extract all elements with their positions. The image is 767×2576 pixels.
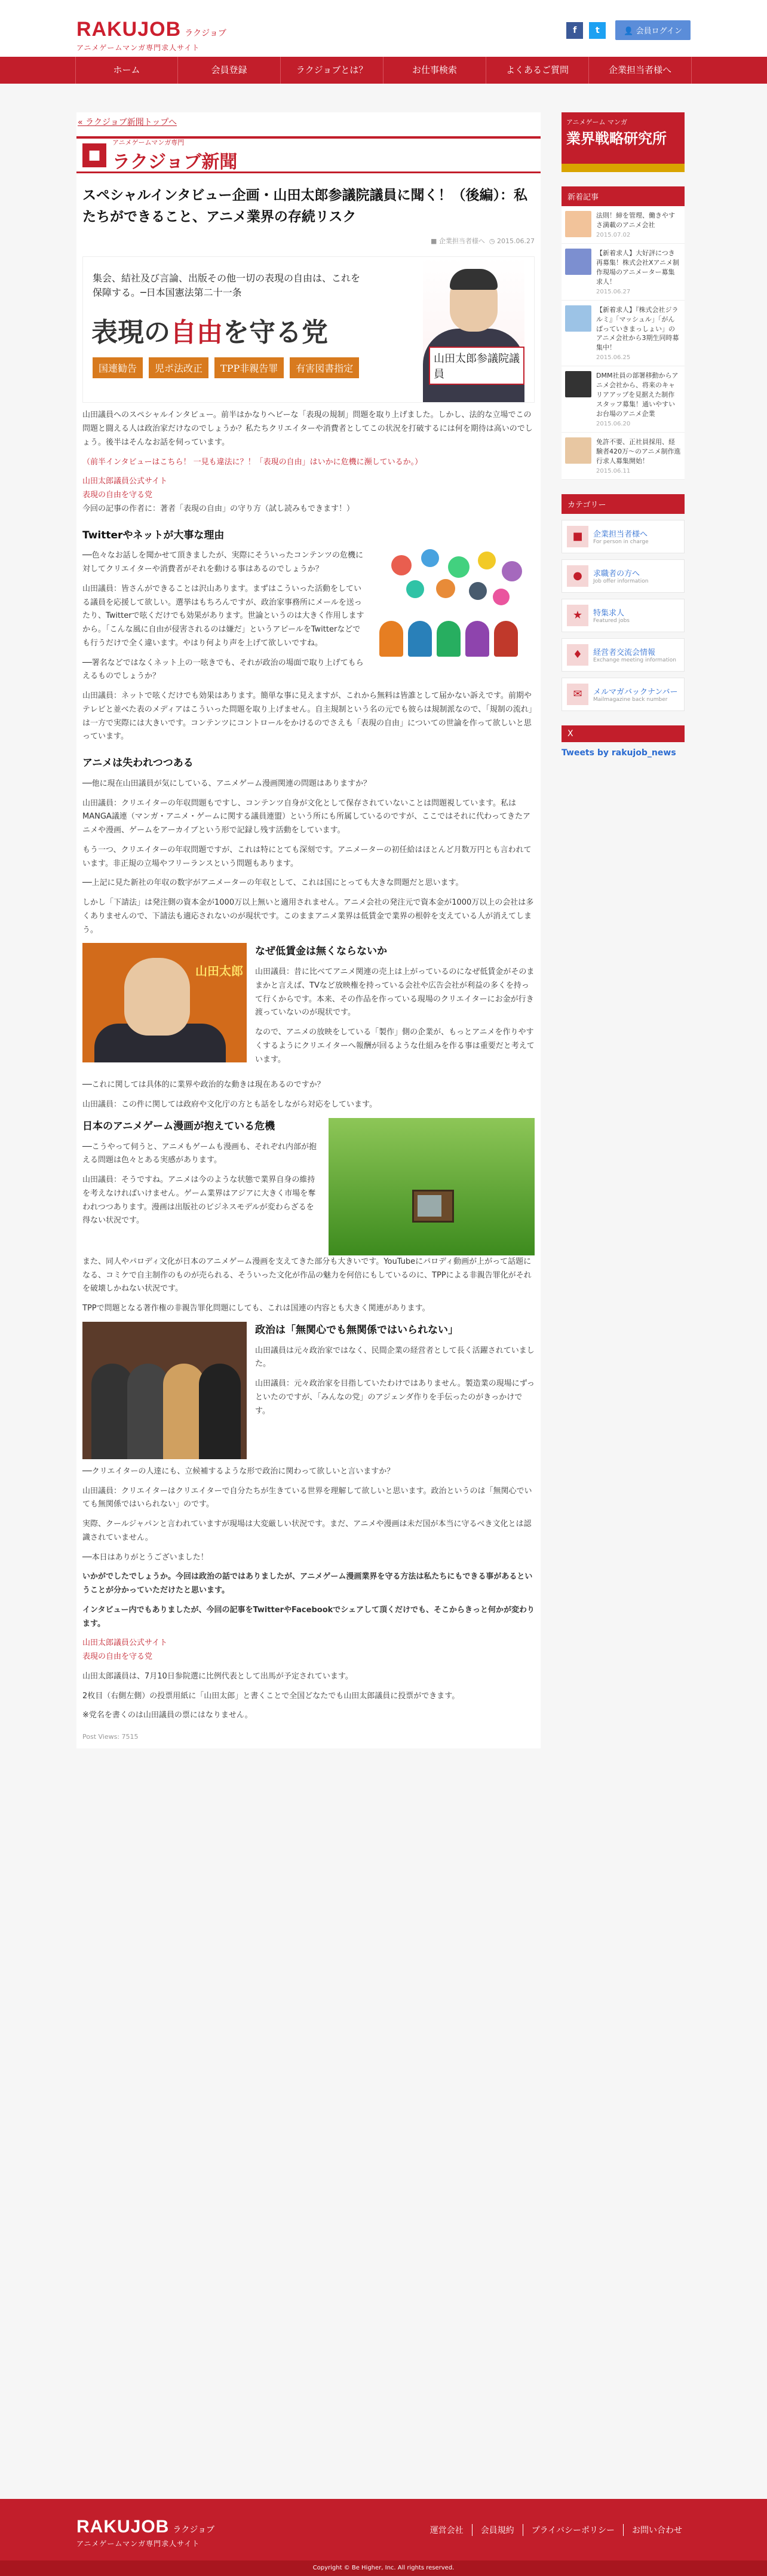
category-mailmag[interactable]: ✉ メルマガバックナンバー Mailmagazine back number	[562, 678, 685, 711]
official-site-link[interactable]: 山田太郎議員公式サイト	[82, 1638, 168, 1648]
footer-logo[interactable]: RAKUJOB ラクジョブ アニメゲームマンガ専門求人サイト	[76, 2517, 215, 2548]
x-widget-heading: X	[562, 725, 685, 742]
nav-companies[interactable]: 企業担当者様へ	[589, 57, 692, 84]
handshake-icon: ♦	[567, 644, 588, 666]
article-meta: ■ 企業担当者様へ ◷ 2015.06.27	[431, 237, 535, 246]
party-link[interactable]: 表現の自由を守る党	[82, 491, 153, 500]
main-nav	[0, 57, 767, 84]
news-item[interactable]: 【新着求人】大好評につき再募集！株式会社Xアニメ制作現場のアニメーター募集求人！ 2015.06.27	[562, 244, 685, 301]
section-heading: なぜ低賃金は無くならないか	[255, 945, 387, 958]
news-item[interactable]: DMM社員の部署移動からアニメ会社から、将来のキャリアアップを見据えた制作スタッフ募集！通いやすいお台場のアニメ企業 2015.06.20	[562, 366, 685, 433]
newspaper-header: ■ アニメゲームマンガ専門 ラクジョブ新聞	[76, 136, 541, 173]
group-photo	[82, 1322, 247, 1459]
section-heading: アニメは失われつつある	[82, 757, 194, 770]
site-header	[0, 0, 767, 57]
nav-faq[interactable]: よくあるご質問	[486, 57, 589, 84]
category-heading: カテゴリー	[562, 494, 685, 514]
author-link[interactable]: 企業担当者様へ	[438, 237, 485, 246]
star-icon: ★	[567, 605, 588, 626]
breadcrumb[interactable]: « ラクジョブ新聞トップへ	[78, 118, 177, 127]
hero-image: 集会、結社及び言論、出版その他一切の表現の自由は、これを保障する。─日本国憲法第二十一条 表現の自由を守る党 国連勧告 児ポ法改正 TPP非親告罪 有害図書指定 山田太郎参議院議員	[82, 256, 535, 403]
news-item[interactable]: 【新着求人】『株式会社ジラルミ』「マッシュル」「がんばっていきまっしょい」のアニメ会社から3期生同時募集中！ 2015.06.25	[562, 301, 685, 367]
building-icon: ■	[567, 526, 588, 547]
twitter-icon[interactable]: t	[589, 22, 606, 39]
category-jobseekers[interactable]: ● 求職者の方へ Job offer information	[562, 559, 685, 593]
tv-on-grass-photo	[329, 1118, 535, 1255]
nav-register[interactable]: 会員登録	[178, 57, 281, 84]
footer-contact-link[interactable]: お問い合わせ	[632, 2526, 682, 2535]
news-item[interactable]: 法則！締を管理、働きやすさ満載のアニメ会社 2015.07.02	[562, 206, 685, 244]
strategy-lab-banner[interactable]: アニメゲーム マンガ 業界戦略研究所	[562, 112, 685, 172]
party-link[interactable]: 表現の自由を守る党	[82, 1652, 153, 1662]
copyright: Copyright © Be Higher, Inc. All rights reserved.	[0, 2560, 767, 2576]
category-companies[interactable]: ■ 企業担当者様へ For person in charge	[562, 520, 685, 553]
facebook-icon[interactable]: f	[566, 22, 583, 39]
post-views: Post Views: 7515	[82, 1733, 139, 1741]
footer-terms-link[interactable]: 会員規約	[473, 2524, 523, 2536]
person-icon: ●	[567, 565, 588, 587]
article-body: 山田議員へのスペシャルインタビュー。前半はかなりヘビーな「表現の規制」問題を取り上げました。しかし、法的な立場でこの問題と闘える人は政治家だけなのでしょうか？私たちクリエイターや消費者としてこの状況を打破するには何を期待は高いのでしょう。後半はそんなお話を伺っています。 （前半インタビューはこちら！ 一見も違法に？！「表現の自由」はいかに危機に瀕しているか。） 山田太郎議員公式サイト 表現の自由を守る党 今回の記事の作者に：著者「表現の自由」の守り方（試し読みもできます！） Twitterやネットが大事な理由 ──色々なお話しを聞かせて頂きましたが、実際にそういったコンテンツの危機に対してクリエイターや消費者がそれを動ける事はあるのでしょうか？ 山田議員：皆さんができることは沢山あります。まずはこういった活動をしている議員を応援して欲しい。選挙はもちろんですが、政治家事務所にメールを送ったり、Twitterで呟くだけでも効果があります。世論というのは大きく作用しますから。「こんな風に自由が侵害されるのは嫌だ」というアピールをTwitterなどでも行うだけで全く違います。やはり何より声を上げて欲しいですね。 ──署名などではなくネット上の一呟きでも、それが政治の場面で取り上げてもらえるものでしょうか？ 山田議員：ネットで呟くだけでも効果はあります。簡単な事に見えますが、これから無料は皆誰として届かない訴えです。前期やテレビと並べた表のメディアはこういった問題を取り上げません。自主規制という名の元でも彼らは規制派なので、「規制の流れ」は一方で実際には大きいです。コンテンツにコントロールをかけるのでさえも「表現の自由」についての世論を作って欲しいと思っています。 アニメは失われつつある ──他に現在山田議員が気にしている、アニメゲーム漫画関連の問題はありますか？ 山田議員：クリエイターの年収問題もですし、コンテンツ自身が文化として保存されていないことは問題視しています。私はMANGA議連（マンガ・アニメ・ゲームに関する議員連盟）という所にも所属しているのですが、ここではそれに代わってきたアニメや漫画、ゲームをアーカイブという形で記録し残す活動をしています。 もう一つ、クリエイターの年収問題ですが、これは特にとても深刻です。アニメーターの初任給はほとんど月数万円とも言われています。非正規の立場やフリーランスという問題もあります。 ──上記に見た新社の年収の数字がアニメーターの年収として、これは国にとっても大きな問題だと思います。 しかし「下請法」は発注側の資本金が1000万以上無いと適用されません。アニメ会社の発注元で資本金が1000万以上の会社は多くありませんので、下請法も適応されないのが現状です。このままアニメ業界は低賃金で業界の根幹を支えている人が消えてしまう。 山田太郎 なぜ低賃金は無くならないか 山田議員：昔に比べてアニメ関連の売上は上がっているのになぜ低賃金がそのままかと言えば、TVなど放映権を持っている会社や広告会社が利益の多くを持って行くからです。本来、その作品を作っている現場のクリエイターにお金が行き渡っていないのが現状です。 なので、アニメの放映をしている「製作」側の企業が、もっとアニメを作りやすくするようにクリエイターへ報酬が回るような仕組みを作る事は重要だと考えています。 ──これに関しては具体的に業界や政治的な動きは現在あるのですか？ 山田議員：この件に関しては政府や文化庁の方とも話をしながら対応をしています。 日本のアニメゲーム漫画が抱えている危機 ──こうやって伺うと、アニメもゲームも漫画も、それぞれ内部が抱える問題は色々とある実感があります。 山田議員：そうですね。アニメは今のような状態で業界自身の維持を考えなければいけません。ゲーム業界はアジアに大きく市場を奪われつつあります。漫画は出版社のビジネスモデルが変わらざるを得ない状況です。 また、同人やパロディ文化が日本のアニメゲーム漫画を支えてきた部分も大きいです。YouTubeにパロディ動画が上がって話題になる、コミケで自主制作のものが売られる、そういった文化が作品の魅力を何倍にもしているのに、TPPによる非親告罪化がそれを破壊しかねない状況です。 TPPで問題となる著作権の非親告罪化問題にしても、これは国連の内容とも大きく関連があります。 政治は「無関心でも無関係ではいられない」 山田議員は元々政治家ではなく、民間企業の経営者として長く活躍されていました。 山田議員：元々政治家を目指していたわけではありません。製造業の現場にずっといたのですが、「みんなの党」のアジェンダ作りを手伝ったのがきっかけです。 ──クリエイターの人達にも、立候補するような形で政治に関わって欲しいと言いますか？ 山田議員：クリエイターはクリエイターで自分たちが生きている世界を理解して欲しいと思います。政治というのは「無関心でいても無関係ではいられない」のです。 実際、クールジャパンと言われていますが現場は大変厳しい状況です。まだ、アニメや漫画は未だ国が本当に守るべき文化とは認識されていません。 ──本日はありがとうございました！ いかがでしたでしょうか。今回は政治の話ではありましたが、アニメゲーム漫画業界を守る方法は私たちにもできる事があるということが分かっていただけたと思います。 インタビュー内でもありましたが、今回の記事をTwitterやFacebookでシェアして頂くだけでも、そこからきっと何かが変わります。 山田太郎議員公式サイト 表現の自由を守る党 山田太郎議員は、7月10日参院選に比例代表として出馬が予定されています。 2枚目（右側左側）の投票用紙に「山田太郎」と書くことで全国どなたでも山田太郎議員に投票ができます。 ※党名を書くのは山田議員の票にはなりません。 Post Views: 7515	[76, 403, 541, 1748]
sidebar	[562, 112, 685, 758]
footer-company-link[interactable]: 運営会社	[422, 2524, 473, 2536]
article-main	[76, 112, 541, 1748]
login-button[interactable]: 👤 会員ログイン	[615, 20, 691, 40]
nav-home[interactable]: ホーム	[75, 57, 178, 84]
site-logo[interactable]: RAKUJOB ラクジョブ アニメゲームマンガ専門求人サイト	[76, 18, 226, 52]
official-site-link[interactable]: 山田太郎議員公式サイト	[82, 477, 168, 486]
category-featured[interactable]: ★ 特集求人 Featured jobs	[562, 599, 685, 632]
category-exchange[interactable]: ♦ 経営者交流会情報 Exchange meeting information	[562, 638, 685, 672]
news-heading: 新着記事	[562, 186, 685, 206]
news-list	[562, 206, 685, 480]
nav-job-search[interactable]: お仕事検索	[384, 57, 486, 84]
site-footer	[0, 2499, 767, 2576]
article-title: スペシャルインタビュー企画・山田太郎参議院議員に聞く！（後編）：私たちができること、アニメ業界の存続リスク	[82, 188, 527, 225]
mail-icon: ✉	[567, 684, 588, 705]
nav-about[interactable]: ラクジョブとは？	[281, 57, 384, 84]
interview-photo: 山田太郎	[82, 943, 247, 1062]
tweets-link[interactable]: Tweets by rakujob_news	[562, 748, 676, 758]
footer-privacy-link[interactable]: プライバシーポリシー	[523, 2524, 624, 2536]
section-heading: 政治は「無関心でも無関係ではいられない」	[255, 1324, 458, 1336]
first-half-link[interactable]: （前半インタビューはこちら！ 一見も違法に？！「表現の自由」はいかに危機に瀕しているか。）	[82, 457, 423, 467]
newspaper-icon: ■	[82, 143, 106, 167]
news-item[interactable]: 免許不要、正社員採用、経験者420万〜のアニメ制作進行求人募集開始！ 2015.06.11	[562, 433, 685, 480]
section-heading: Twitterやネットが大事な理由	[82, 529, 225, 541]
portrait-photo: 山田太郎参議院議員	[423, 257, 524, 403]
section-heading: 日本のアニメゲーム漫画が抱えている危機	[82, 1120, 275, 1132]
social-people-illustration	[373, 549, 535, 657]
